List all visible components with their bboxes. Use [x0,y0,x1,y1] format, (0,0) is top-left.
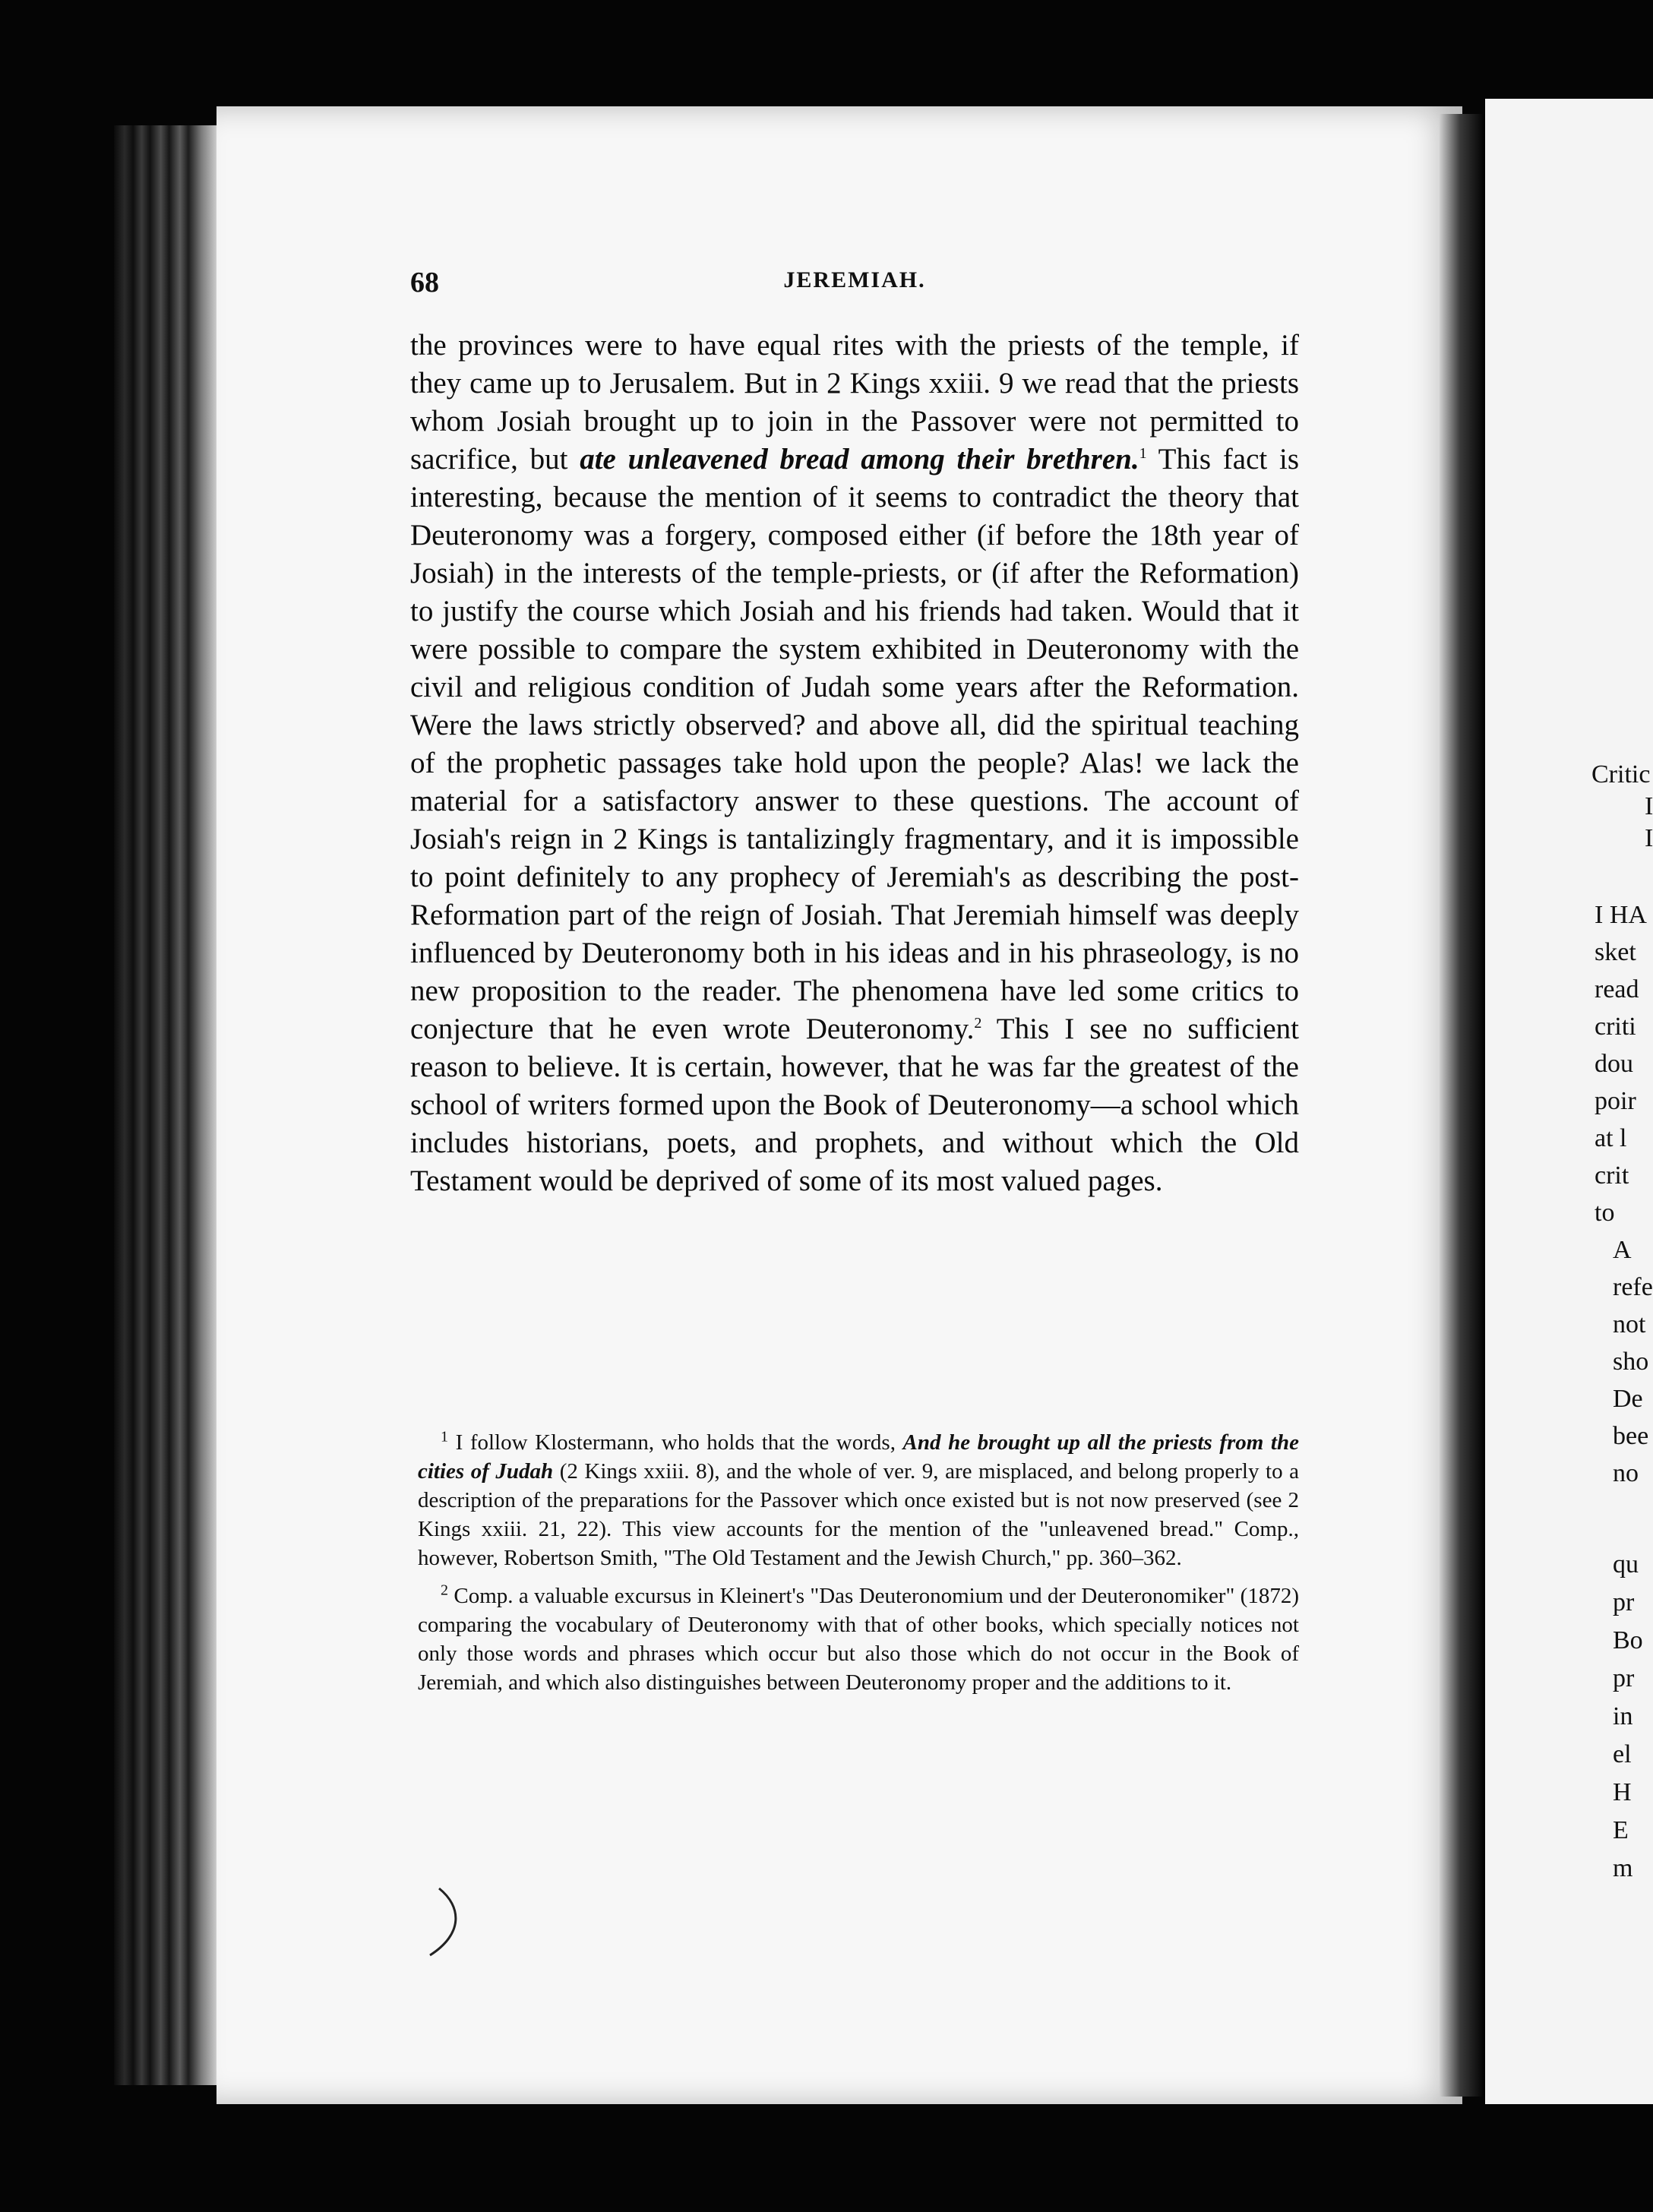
fragment-line: read [1595,975,1639,1003]
fragment-line: not [1613,1310,1646,1338]
footnote-ref-1: 1 [1139,445,1147,462]
page-gutter [1440,114,1485,2097]
fragment-line: poir [1595,1087,1636,1115]
paragraph-text-1: the provinces were to have equal rites with the priests of the temple, if they came up to Jerusalem. But in 2 Kings xxiii. 9 we read that the priests whom Josiah brought up to join in the Passover were not permitted to sacrifice, but [410,329,1299,476]
footnote-marker-1: 1 [441,1428,448,1446]
fragment-line: pr [1613,1664,1635,1692]
fragment-line: qu [1613,1550,1639,1578]
fragment-line: el [1613,1740,1632,1768]
footnote-2-text: Comp. a valuable excursus in Kleinert's "Das Deuteronomium und der Deuteronomiker" (1872) comparing the vocabulary of Deuteronomy with that of other books, which specially notices not only those words and phrases which occur but also those which do not occur in the Book of Jeremiah, and which also distinguishes between Deuteronomy proper and the additions to it. [418,1584,1299,1695]
footnote-1-text-b: (2 Kings xxiii. 8), and the whole of ver. 9, are misplaced, and belong properly to a description of the preparations for the Passover which once existed but is not now preserved (see 2 Kings xxiii. 21, 22). This view accounts for the mention of the "unleavened bread." Comp., however, Robertson Smith, "The Old Testament and the Jewish Church," pp. 360–362. [418,1459,1299,1570]
footnote-marker-2: 2 [441,1582,448,1599]
running-head [410,266,1299,304]
fragment-line: H [1613,1778,1632,1806]
book-binding-edge [114,125,220,2085]
fragment-line: no [1613,1459,1639,1487]
fragment-line: sho [1613,1348,1649,1376]
fragment-line: I [1645,824,1653,852]
footnote-1-text-a: I follow Klostermann, who holds that the words, [448,1430,903,1455]
fragment-line: pr [1613,1588,1635,1616]
page-number: 68 [410,267,439,299]
pencil-mark [425,1884,471,1960]
main-paragraph [410,327,1299,1200]
fragment-line: De [1613,1385,1643,1413]
italic-quotation: ate unleavened bread among their brethren. [580,443,1139,476]
fragment-line: in [1613,1702,1633,1730]
fragment-line: Critic [1591,760,1651,788]
fragment-line: sket [1595,938,1636,966]
fragment-line: bee [1613,1422,1649,1450]
fragment-line: at l [1595,1124,1627,1152]
fragment-line: refe [1613,1273,1653,1301]
footnote-1 [418,1428,1299,1572]
fragment-line: E [1613,1816,1629,1844]
paragraph-text-3: This I see no sufficient reason to believe. It is certain, however, that he was far the greatest of the school of writers formed upon the Book of Deuteronomy—a school which includes historians, poets, and prophets, and without which the Old Testament would be deprived of some of its most valued pages. [410,1013,1299,1197]
fragment-line: A [1613,1236,1632,1264]
fragment-line: dou [1595,1050,1633,1078]
fragment-line: to [1595,1199,1615,1227]
fragment-line: I HA [1595,901,1647,929]
fragment-line: criti [1595,1013,1636,1041]
footnotes [418,1428,1299,1706]
fragment-line: Bo [1613,1626,1643,1654]
paragraph-text-2: This fact is interesting, because the mention of it seems to contradict the theory that Deuteronomy was a forgery, composed either (if before the 18th year of Josiah) in the interests of the temple-priests, or (if after the Reformation) to justify the course which Josiah and his friends had taken. Would that it were possible to compare the system exhibited in Deuteronomy with the civil and religious condition of Judah some years after the Reformation. Were the laws strictly observed? and above all, did the spiritual teaching of the prophetic passages take hold upon the people? Alas! we lack the material for a satisfactory answer to these questions. The account of Josiah's reign in 2 Kings is tantalizingly fragmentary, and it is impossible to point definitely to any prophecy of Jeremiah's as describing the post-Reformation part of the reign of Josiah. That Jeremiah himself was deeply influenced by Deuteronomy both in his ideas and in his phraseology, is no new proposition to the reader. The phenomena have led some critics to conjecture that he even wrote Deuteronomy. [410,443,1299,1045]
footnote-1-italic: And he brought up all the priests from the cities of Judah [418,1430,1299,1484]
footnote-2 [418,1582,1299,1697]
fragment-line: crit [1595,1161,1629,1190]
footnote-ref-2: 2 [974,1015,982,1032]
fragment-line: m [1613,1854,1633,1882]
page-heading: JEREMIAH. [783,267,926,292]
fragment-line: I [1645,792,1653,820]
right-page-text-fragments [1584,0,1653,2212]
